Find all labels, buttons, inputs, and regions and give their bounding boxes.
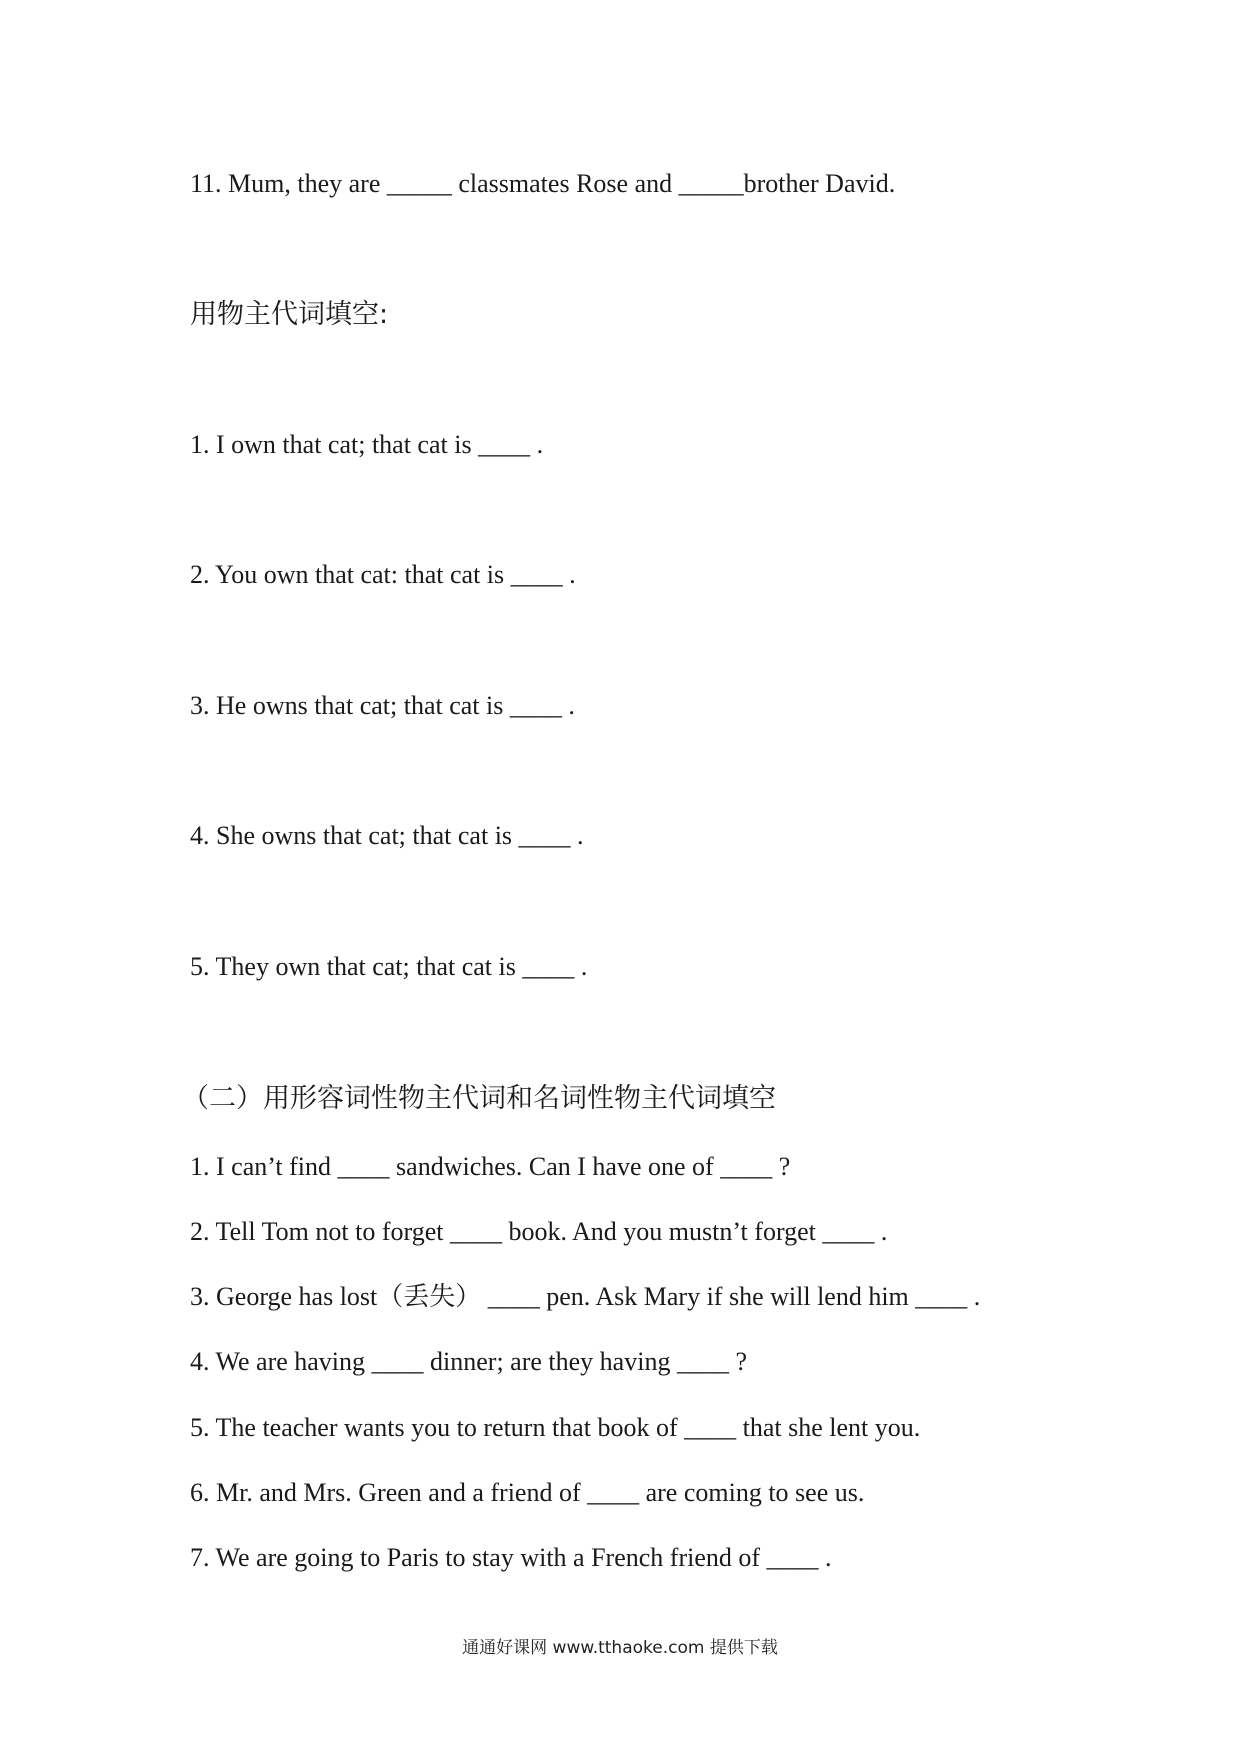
exercise-item-11: 11. Mum, they are _____ classmates Rose and _____brother David. — [190, 169, 896, 198]
pronoun-item-6: 6. Mr. and Mrs. Green and a friend of ____ are coming to see us. — [190, 1478, 865, 1507]
possessive-item-3: 3. He owns that cat; that cat is ____ . — [190, 691, 575, 720]
possessive-item-4: 4. She owns that cat; that cat is ____ . — [190, 821, 584, 850]
pronoun-item-1: 1. I can’t find ____ sandwiches. Can I have one of ____ ? — [190, 1152, 791, 1181]
pronoun-item-4: 4. We are having ____ dinner; are they having ____ ? — [190, 1347, 747, 1376]
possessive-item-1: 1. I own that cat; that cat is ____ . — [190, 430, 544, 459]
page-footer: 通通好课网 www.tthaoke.com 提供下载 — [462, 1638, 778, 1658]
section-heading: （二）用形容词性物主代词和名词性物主代词填空 — [182, 1083, 776, 1114]
section-instruction: 用物主代词填空: — [190, 299, 389, 330]
pronoun-item-2: 2. Tell Tom not to forget ____ book. And you mustn’t forget ____ . — [190, 1217, 888, 1246]
pronoun-item-3: 3. George has lost（丢失） ____ pen. Ask Mary if she will lend him ____ . — [190, 1282, 981, 1311]
pronoun-item-7: 7. We are going to Paris to stay with a French friend of ____ . — [190, 1543, 832, 1572]
possessive-item-5: 5. They own that cat; that cat is ____ . — [190, 952, 588, 981]
pronoun-item-5: 5. The teacher wants you to return that book of ____ that she lent you. — [190, 1413, 921, 1442]
possessive-item-2: 2. You own that cat: that cat is ____ . — [190, 560, 576, 589]
